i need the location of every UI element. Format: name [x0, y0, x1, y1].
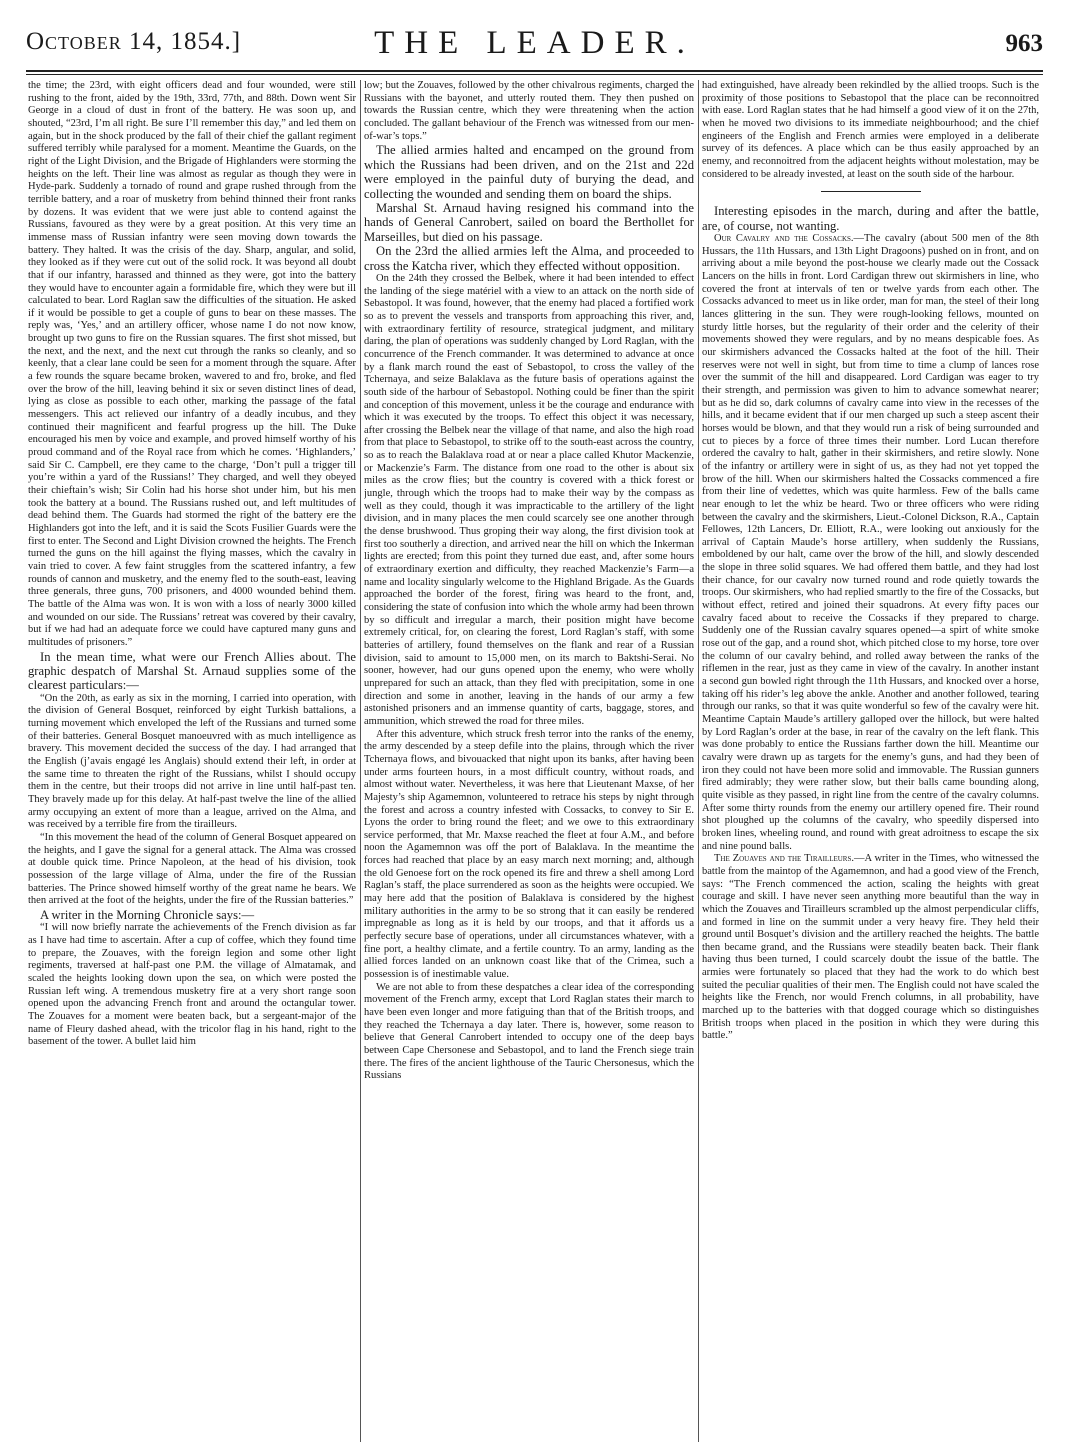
column-2: [364, 80, 694, 1442]
paragraph-morning-chronicle-quote: “I will now briefly narrate the achievements of the French division as far as I have had time to ascertain. After a cup of coffee, which they found time to prepare, the Zouaves, with the foreign legion and some other light regiments, traversed at half-past one P.M. the village of Almatamak, and scaled the heights looking down upon the sea, on which were posted the Russian left wing. A tremendous musketry fire at a very short range soon opened upon the advancing French front and around the octangular tower. The Zouaves for a moment were beaten back, but a sergeant-major of the name of Fleury dashed ahead, with the tricolor flag in his hand, right to the basement of the tower. A bullet laid him: [28, 922, 356, 1048]
paragraph-zouaves-charge: low; but the Zouaves, followed by the other chivalrous regiments, charged the Russians with the bayonet, and utterly routed them. They then pushed on towards the Russian centre, which they were threatening when the action concluded. The gallant behaviour of the French was witnessed from our men-of-war’s tops.”: [364, 80, 694, 142]
paragraph-sebastopol-invested: had extinguished, have already been rekindled by the allied troops. Such is the proximity of those positions to Sebastopol that the place can be reconnoitred with ease. Lord Raglan states that he had himself a good view of it on the 27th, when he moved two divisions to its immediate neighbourhood; and the chief engineers of the English and French armies were employed in a deliberate survey of its defences. A place which can be thus easily approached by an enemy, and reconnoitred from the adjacent heights without molestation, may be considered to be already invested, at least on the south side of the harbour.: [702, 80, 1039, 180]
paragraph-katcha-river: On the 23rd the allied armies left the Alma, and proceeded to cross the Katcha river, which they effected without opposition.: [364, 244, 694, 273]
column-divider-1: [360, 80, 361, 1442]
paragraph-st-arnaud-resigned: Marshal St. Arnaud having resigned his command into the hands of General Canrobert, sailed on board the Berthollet for Marseilles, but died on his passage.: [364, 200, 694, 244]
column-3: [702, 80, 1039, 1442]
paragraph-st-arnaud-despatch-2: “In this movement the head of the column of General Bosquet appeared on the heights, and I gave the signal for a general attack. The Alma was crossed at double quick time. Prince Napoleon, at the head of his division, took possession of the large village of Alma, under the fire of the Russian batteries. The Prince showed himself worthy of the great name he bears. We then arrived at the foot of the heights, under the fire of the Russian batteries.”: [28, 831, 356, 907]
page-number: 963: [1005, 30, 1043, 57]
masthead-rule-top: [26, 70, 1043, 72]
section-separator: [821, 191, 921, 192]
paragraph-armies-halted: The allied armies halted and encamped on the ground from which the Russians had been driven, and on the 21st and 22d were employed in the painful duty of burying the dead, and collecting the wounded and sending them on board the ships.: [364, 143, 694, 201]
paragraph-french-movement: We are not able to from these despatches a clear idea of the corresponding movement of the French army, except that Lord Raglan states their march to have been even longer and more fatiguing than that of the British troops, and they reached the Tchernaya a day later. There is, however, some reason to believe that General Canrobert intended to occupy one of the deep bays between Cape Chersonese and Sebastopol, and to land the French siege train there. The fires of the ancient lighthouse of the Tauric Chersonesus, which the Russians: [364, 981, 694, 1082]
masthead-rule-bottom: [26, 74, 1043, 75]
heading-cavalry-cossacks: Our Cavalry and the Cossacks.: [714, 233, 854, 245]
paragraph-french-allies-intro: In the mean time, what were our French Allies about. The graphic despatch of Marshal St. Arnaud supplies some of the clearest particulars:—: [28, 649, 356, 693]
paragraph-cavalry-cossacks: [702, 233, 1039, 853]
column-1: [28, 80, 356, 1442]
heading-zouaves-tirailleurs: The Zouaves and the Tirailleurs.: [714, 853, 854, 865]
paragraph-balaklava-occupied: After this adventure, which struck fresh terror into the ranks of the enemy, the army descended by a steep defile into the plains, through which the river Tchernaya flows, and bivouacked that night upon its banks, after having been under arms fourteen hours, in a most difficult country, without roads, and almost without water. Nevertheless, it was here that Lieutenant Maxse, of her Majesty’s ship Agamemnon, volunteered to retrace his steps by night through the forest and across a country infested with Cossacks, to convey to Sir E. Lyons the order to bring round the fleet; and we owe to this extraordinary service performed, that Mr. Maxse reached the fleet at four A.M., and before noon the Agamemnon was off the port of Balaklava. In the meantime the forces had reached that place by an easy march next morning; and, although the old Genoese fort on the rock opened its fire and threw a shell among Lord Raglan’s staff, the place surrendered as soon as the heights were occupied. We may here add that the position of Balaklava is considered by the highest military authorities in the army to be so strong that it can easily be rendered impregnable as long as it is held by our troops, and that it affords us a perfectly secure base of operations, under all circumstances whatever, with a fine port, a healthy climate, and a fertile country. To an army, landing as the allied forces landed on an unknown coast like that of the Crimea, such a possession is of inestimable value.: [364, 728, 694, 981]
masthead: [26, 20, 1043, 70]
paragraph-morning-chronicle-intro: A writer in the Morning Chronicle says:—: [40, 907, 255, 922]
issue-date: October 14, 1854.]: [26, 28, 242, 55]
paragraph-zouaves-tirailleurs: [702, 853, 1039, 1043]
paragraph-battle-account: the time; the 23rd, with eight officers dead and four wounded, were still rushing to the front, aided by the 19th, 33rd, 77th, and 88th. Down went Sir George in a cloud of dust in front of the battery. He was soon up, and shouted, “23rd, I’m all right. Be sure I’ll remember this day,” and led them on again, but in the shock produced by the fall of their chief the gallant regiment suffered terribly while paralysed for a moment. Meantime the Guards, on the right of the Light Division, and the Brigade of Highlanders were storming the heights on the left. Their line was almost as regular as though they were in Hyde-park. Suddenly a tornado of round and grape rushed through from the terrible battery, and a roar of musketry from behind thinned their front ranks by dozens. It was evident that we were just able to contend against the Russians, favoured as they were by a great position. At this very time an immense mass of Russian infantry were seen moving down towards the battery. They halted. It was the crisis of the day. Sharp, angular, and solid, they looked as if they were cut out of the solid rock. It was beyond all doubt that if our infantry, harassed and thinned as they were, got into the battery they would have to encounter again a formidable fire, which they were but ill calculated to bear. Lord Raglan saw the difficulties of the situation. He asked if it would be possible to get a couple of guns to bear on these masses. The reply was, ‘Yes,’ and an artillery officer, whose name I do not now know, brought up two guns to fire on the Russian squares. The first shot missed, but the next, and the next, and the next cut through the ranks so cleanly, and so keenly, that a clear lane could be seen for a moment through the square. After a few rounds the square became broken, wavered to and fro, broke, and fled over the brow of the hill, leaving behind it six or seven distinct lines of dead, lying as close as possible to each other, marking the passage of the fatal messengers. This act relieved our infantry of a deadly incubus, and they continued their magnificent and fearful progress up the hill. The Duke encouraged his men by voice and example, and proved himself worthy of his proud command and of the Royal race from which he comes. ‘Highlanders,’ said Sir C. Campbell, ere they came to the charge, ‘Don’t pull a trigger till you’re within a yard of the Russians!’ They charged, and well they obeyed their chieftain’s wish; Sir Colin had his horse shot under him, but his men took the battery at a bound. The Russians rushed out, and left multitudes of dead behind them. The Guards had stormed the right of the battery ere the Highlanders got into the left, and it is said the Scots Fusilier Guards were the first to enter. The Second and Light Division crowned the heights. The French turned the guns on the hill against the flying masses, which the cavalry in vain tried to cover. A few faint struggles from the scattered infantry, a few rounds of cannon and musketry, and the enemy fled to the south-east, leaving three generals, three guns, 700 prisoners, and 4000 wounded behind them. The battle of the Alma was won. It is won with a loss of nearly 3000 killed and wounded on our side. The Russians’ retreat was covered by their cavalry, but if we had had an adequate force we could have captured many guns and multitudes of prisoners.”: [28, 80, 356, 648]
zouaves-tirailleurs-text: —A writer in the Times, who witnessed the battle from the maintop of the Agamemnon, and had a good view of the French, says: “The French commenced the action, scaling the heights with great courage and skill. I have never seen anything more beautiful than the way in which the Zouaves and Tirailleurs scrambled up the almost perpendicular cliffs, and formed in line on the summit under a very heavy fire. They held their ground until Bosquet’s division and the artillery reached the heights. The battle then became grand, and the Russians were steadily beaten back. Their flank having thus been turned, I could scarcely doubt the issue of the battle. The armies were fortunately so placed that they had the work to do which best suited the peculiar qualities of their men. The English could not have scaled the heights like the French, nor would French columns, in all probability, have marched up to the batteries with that dogged courage which so distinguishes British troops when placed in the position in which they were during this battle.”: [702, 853, 1039, 1042]
paragraph-episodes-intro: Interesting episodes in the march, during and after the battle, are, of course, not wanting.: [702, 204, 1039, 233]
paragraph-belbek-flank-march: On the 24th they crossed the Belbek, where it had been intended to effect the landing of the siege matériel with a view to an attack on the north side of Sebastopol. It was found, however, that the enemy had placed a fortified work so as to prevent the vessels and transports from approaching this river, and, with extraordinary fertility of resource, strategical judgment, and military daring, the plan of operations was suddenly changed by Lord Raglan, with the concurrence of the French commander. It was determined to advance at once by a flank march round the east of Sebastopol, to cross the valley of the Tchernaya, and seize Balaklava as the future basis of operations against the south side of the harbour of Sebastopol. Nothing could be finer than the spirit and conception of this movement, unless it be the courage and endurance with which it was executed by the troops. To effect this object it was necessary, after crossing the Belbek near the village of that name, and also the high road from that place to Sebastopol, to strike off to the south-east across the country, so as to reach the Balaklava road at or near a place called Khutor Mackenzie, or Mackenzie’s Farm. The distance from one road to the other is about six miles as the crow flies; but the country is covered with a thick forest or jungle, through which the troops had to make their way by the compass as well as they could, though it was impracticable to the artillery of the light division, and in many places the men could scarcely see one another through the dense brushwood. Thus groping their way along, the first division took at first too southerly a direction, and arrived near the hill on which the Inkerman lights are erected; from this point they turned due east, and, after some hours of extraordinary exertion and difficulty, they reached Mackenzie’s Farm—a name and locality singularly welcome to the Highland Brigade. As the Guards approached the border of the forest, firing was heard to the front, and, considering the state of confusion into which the whole army had been thrown by so difficult and irregular a march, their position might have become extremely critical, for, on clearing the forest, Lord Raglan’s staff, with some batteries of artillery, found themselves on the flank and rear of a Russian division, said to amount to 15,000 men, on its march to Baktshi-Serai. No sooner, however, had our guns opened upon the enemy, who were wholly unprepared for such an attack, than they fled with precipitation, some in one direction and some in another, leaving in the hands of our army a few astonished prisoners and an immense quantity of carts, baggage, stores, and ammunition, which strewed the road for three miles.: [364, 272, 694, 727]
cavalry-cossacks-text: —The cavalry (about 500 men of the 8th Hussars, the 11th Hussars, and 13th Light Dragoons) pushed on in front, and on arriving about a mile beyond the post-house we clearly made out the Cossack Lancers on the hills in front. Lord Cardigan threw out skirmishers in line, who covered the front at intervals of ten or twelve yards from each other. The Cossacks advanced to meet us in like order, man for man, the steel of their long lances glittering in the sun. They were rough-looking fellows, mounted on sturdy little horses, but the regularity of their order and the celerity of their movements showed they were regulars, and by no means despicable foes. As our skirmishers advanced the Cossacks halted at the foot of the hill. Their reserves were not well in sight, but from time to time a clump of lances rose over the summit of the hill and disappeared. Lord Cardigan was eager to try their strength, and permission was given to him to advance somewhat nearer; but as he did so, dark columns of cavalry came into view in the recesses of the hills, and it became evident that if our men charged up such a steep ascent their horses would be blown, and that they would run a risk of being surrounded and cut to pieces by a force of three times their number. Lord Lucan therefore ordered the cavalry to halt, gather in their skirmishers, and retire slowly. None of the infantry or artillery were in sight of us, as they had not yet topped the brow of the hill. When our skirmishers halted the Cossacks commenced a fire from their line of vedettes, which was quite harmless. Few of the balls came near enough to let the whiz be heard. Two or three officers who were riding between the cavalry and the skirmishers, Lieut.-Colonel Dickson, R.A., Captain Fellowes, 12th Lancers, Dr. Elliott, R.A., were looking out anxiously for the arrival of Captain Maude’s horse artillery, when suddenly the Russians, emboldened by our halt, came over the brow of the hill, and slowly descended the slope in three solid squares. We had offered them battle, and they had lost their chance, for our cavalry now turned round and rode quietly towards the troops. Our skirmishers, who had replied smartly to the fire of the Cossacks, but without effect, retired and joined their squadrons. At every fifty paces our cavalry faced about to receive the Cossacks if they prepared to charge. Suddenly one of the Russian cavalry squares opened—a spirt of white smoke rose out of the gap, and a round shot, which pitched close to my horse, tore over the column of our cavalry behind, and rolled away between the ranks of the riflemen in the rear, just as they came in view of the cavalry. In another instant a second gun bowled right through the 11th Hussars, and knocked over a horse, taking off his rider’s leg above the ankle. Another and another followed, tearing through our ranks, so that it was quite wonderful so few of the cavalry were hit. Meantime Captain Maude’s artillery galloped over the hillock, but were halted by Lord Raglan’s order at the base, in rear of the cavalry on the left flank. This was done probably to entice the Russians farther down the hill. Meantime our cavalry were drawn up as targets for the enemy’s guns, and had they been of iron they could not have been more solid and immovable. The Russian gunners fired admirably; they were rather slow, but their balls came bounding along, quite visible as they passed, in right line from the centre of the cavalry columns. After some thirty rounds from the enemy our artillery opened fire. Their round shot ploughed up the columns of the cavalry, who speedily dispersed into broken lines, wheeling round, and round with great adroitness to escape the six and nine pound balls.: [702, 233, 1039, 852]
column-divider-2: [698, 80, 699, 1442]
newspaper-title: THE LEADER.: [374, 25, 695, 61]
paragraph-st-arnaud-despatch-1: “On the 20th, as early as six in the morning, I carried into operation, with the division of General Bosquet, reinforced by eight Turkish battalions, a turning movement which enveloped the left of the Russians and turned some of their batteries. General Bosquet manoeuvred with as much intelligence as bravery. This movement decided the success of the day. I had arranged that the English (j’avais engagé les Anglais) should extend their left, in order at the same time to threaten the right of the Russians, whilst I should occupy them in the centre, but their troops did not arrive in line until half-past ten. They bravely made up for this delay. At half-past twelve the line of the allied army occupying an extent of more than a league, arrived on the Alma, and was received by a terrible fire from the tirailleurs.: [28, 692, 356, 831]
